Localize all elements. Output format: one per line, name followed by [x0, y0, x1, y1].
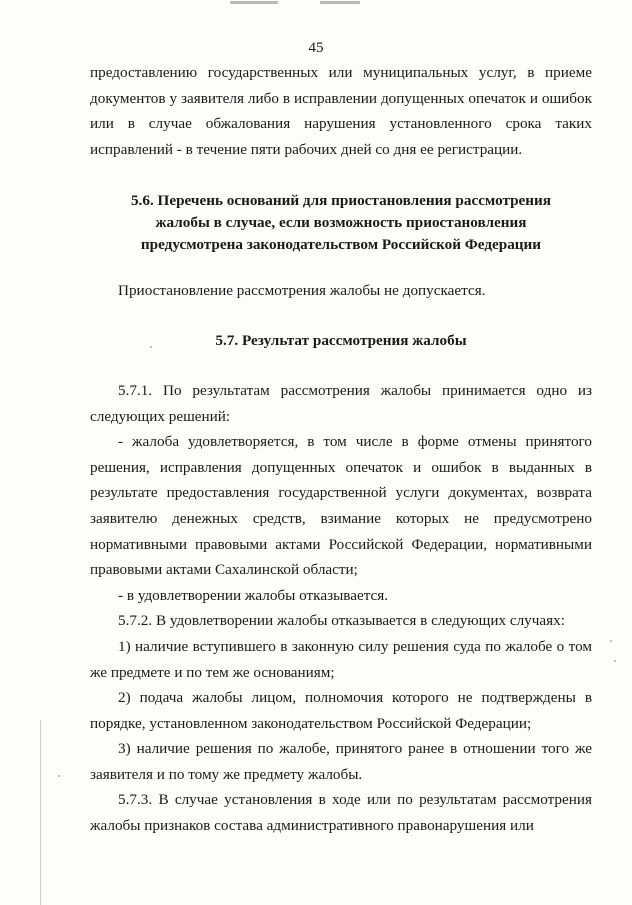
paragraph-case-1: 1) наличие вступившего в законную силу решения суда по жалобе о том же предмете и по тем же основаниям; — [90, 637, 592, 681]
paragraph-case-3: 3) наличие решения по жалобе, принятого ранее в отношении того же заявителя и по тому же предмету жалобы. — [90, 740, 592, 783]
section-heading-5-6: 5.6. Перечень оснований для приостановления рассмотрения жалобы в случае, если возможность приостановления предусмотрена законодательством Российской Федерации — [130, 192, 552, 254]
paragraph-decision-refused: - в удовлетворении жалобы отказывается. — [118, 586, 389, 604]
paragraph-case-2: 2) подача жалобы лицом, полномочия которого не подтверждены в порядке, установленном законодательством Российской Федерации; — [90, 689, 592, 732]
scan-dust — [150, 346, 152, 348]
scan-artifacts — [230, 0, 370, 8]
paragraph-5-7-1: 5.7.1. По результатам рассмотрения жалобы принимается одно из следующих решений: — [90, 381, 592, 425]
section-heading-5-7: 5.7. Результат рассмотрения жалобы — [215, 331, 467, 349]
scan-mark — [230, 1, 278, 4]
scan-dust — [614, 660, 616, 662]
scan-dust — [58, 775, 60, 777]
document-body — [90, 60, 592, 839]
paragraph-5-6-text: Приостановление рассмотрения жалобы не допускается. — [118, 282, 486, 300]
scan-dust — [610, 640, 612, 642]
scan-edge-line — [40, 720, 41, 905]
scan-mark — [320, 1, 360, 4]
paragraph-5-7-2: 5.7.2. В удовлетворении жалобы отказывается в следующих случаях: — [118, 612, 565, 630]
page-number: 45 — [308, 40, 324, 56]
paragraph-5-7-3: 5.7.3. В случае установления в ходе или по результатам рассмотрения жалобы признаков состава административного правонарушения или — [90, 791, 592, 835]
paragraph-decision-satisfied: - жалоба удовлетворяется, в том числе в форме отмены принятого решения, исправления допущенных опечаток и ошибок в выданных в результате предоставления государственной услуги документах, возврата заявителю денежных средств, взимание которых не предусмотрено нормативными правовыми актами Российской Федерации, нормативными правовыми актами Сахалинской области; — [90, 433, 592, 579]
paragraph-continuation: предоставлению государственных или муниципальных услуг, в приеме документов у заявителя либо в исправлении допущенных опечаток и ошибок или в случае обжалования нарушения установленного срока таких исправлений - в течение пяти рабочих дней со дня ее регистрации. — [90, 64, 592, 158]
